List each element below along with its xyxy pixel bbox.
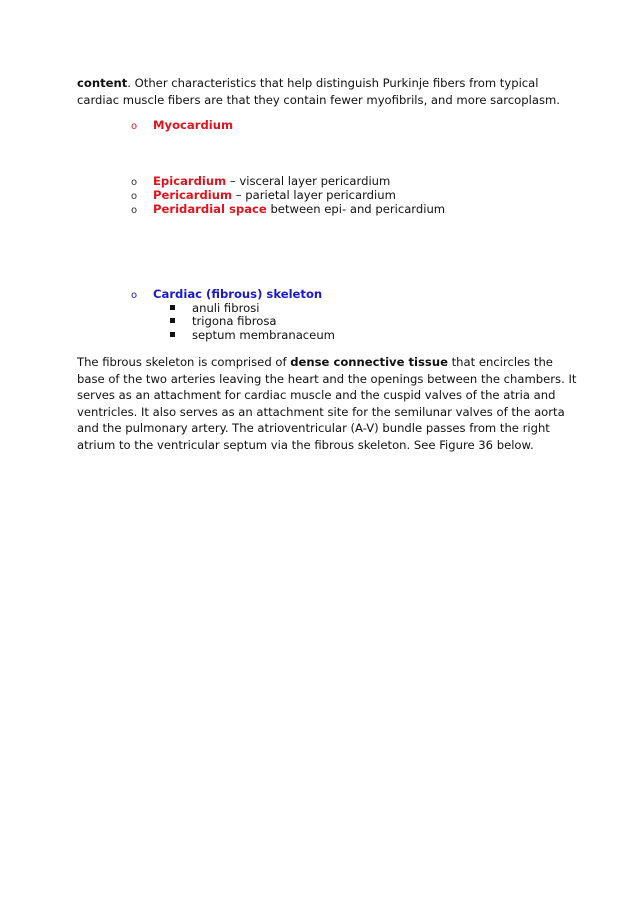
- skeleton-subitem-label: septum membranaceum: [192, 328, 335, 342]
- pericardium-term: Pericardium: [153, 188, 233, 202]
- hollow-circle-bullet-icon: o: [131, 205, 138, 216]
- myocardium-term: Myocardium: [153, 118, 234, 132]
- fibrous-skeleton-paragraph: [77, 354, 577, 453]
- square-bullet-icon: [170, 327, 192, 343]
- epicardium-desc: – visceral layer pericardium: [226, 174, 391, 188]
- para2-before: The fibrous skeleton is comprised of: [77, 355, 291, 369]
- hollow-circle-bullet-icon: o: [131, 191, 138, 202]
- intro-text: . Other characteristics that help distinguish Purkinje fibers from typical cardiac muscle fibers are that they contain fewer myofibrils, and more sarcoplasm.: [77, 76, 560, 107]
- skeleton-subitem-label: anuli fibrosi: [192, 301, 260, 315]
- pericardial-space-desc: between epi- and pericardium: [266, 202, 446, 216]
- hollow-circle-bullet-icon: o: [131, 177, 138, 188]
- pericardium-desc: – parietal layer pericardium: [232, 188, 396, 202]
- hollow-circle-bullet-icon: o: [131, 290, 138, 301]
- para2-after: that encircles the base of the two arteries leaving the heart and the openings between the chambers. It serves as an attachment for cardiac muscle and the cuspid valves of the atria and ventricles. It also serves as an attachment site for the semilunar valves of the aorta and the pulmonary artery. The atrioventricular (A-V) bundle passes from the right atrium to the ventricular septum via the fibrous skeleton. See Figure 36 below.: [77, 355, 577, 452]
- skeleton-subitem: [170, 327, 335, 343]
- cardiac-skeleton-term: Cardiac (fibrous) skeleton: [153, 287, 323, 301]
- pericardial-space-term: Peridardial space: [153, 202, 267, 216]
- outline-item-pericardial-space: [131, 201, 445, 217]
- bold-lead-word: content: [77, 76, 128, 90]
- skeleton-subitem-label: trigona fibrosa: [192, 314, 277, 328]
- intro-paragraph: [77, 75, 577, 108]
- epicardium-term: Epicardium: [153, 174, 227, 188]
- dense-connective-tissue-bold: dense connective tissue: [290, 355, 448, 369]
- hollow-circle-bullet-icon: o: [131, 121, 138, 132]
- outline-item-myocardium: [131, 117, 233, 133]
